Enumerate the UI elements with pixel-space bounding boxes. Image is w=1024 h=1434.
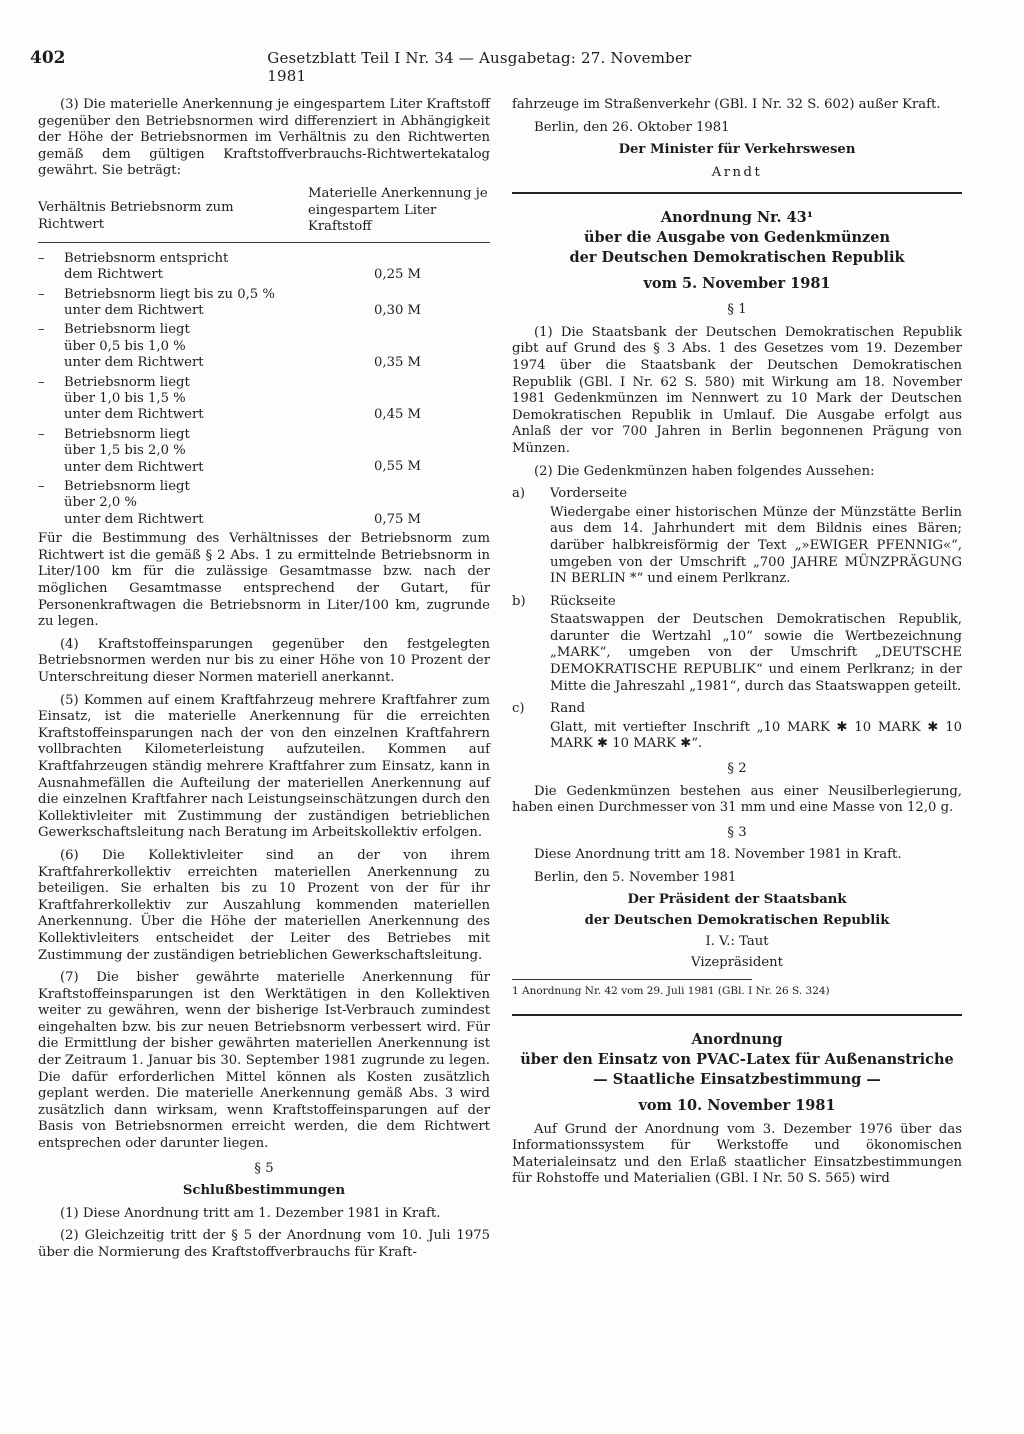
- signer-2-role: Vizepräsident: [691, 954, 783, 970]
- table-row-label-line: unter dem Richtwert: [64, 407, 204, 423]
- signer-2-title-2: der Deutschen Demokratischen Republik: [584, 912, 890, 928]
- table-row-label: [64, 479, 364, 528]
- paragraph-4: (4) Kraftstoffeinsparungen gegenüber den festgelegten Betriebsnormen werden nur bis zu einer Höhe von 10 Prozent der Unterschreitung dieser Normen materiell anerkannt.: [38, 636, 490, 685]
- signer-2-title-1: Der Präsident der Staatsbank: [627, 891, 847, 907]
- list-item-b: [512, 594, 962, 611]
- table-rule: [38, 242, 490, 243]
- list-label-b: b): [512, 593, 526, 609]
- list-title-c: Rand: [550, 701, 586, 717]
- section-divider-2: [512, 1014, 962, 1016]
- table-row-value: 0,25 M: [374, 266, 422, 282]
- table-row-label-line: über 1,5 bis 2,0 %: [64, 443, 186, 459]
- left-column: [38, 97, 490, 1268]
- list-dash: –: [38, 322, 45, 338]
- table-header: [38, 186, 490, 236]
- table-row-label: [64, 251, 364, 284]
- list-title-b: Rückseite: [550, 593, 616, 609]
- table-row-label-line: unter dem Richtwert: [64, 459, 204, 475]
- table-row: [38, 479, 490, 528]
- table-row-label: [64, 427, 364, 476]
- table-row-label-line: Betriebsnorm entspricht: [64, 250, 229, 266]
- section-2-text: Die Gedenkmünzen bestehen aus einer Neusilberlegierung, haben einen Durchmesser von 31 mm und eine Masse von 12,0 g.: [512, 783, 962, 816]
- list-dash: –: [38, 426, 45, 442]
- ordinance-43-title-line-1: Anordnung Nr. 43¹: [660, 209, 814, 227]
- table-row-label: [64, 322, 364, 371]
- table-row-label-line: über 2,0 %: [64, 495, 137, 511]
- section-5-title: Schlußbestimmungen: [182, 1183, 346, 1199]
- section-1-paragraph-1: (1) Die Staatsbank der Deutschen Demokratischen Republik gibt auf Grund des § 3 Abs. 1 des Gesetzes vom 19. Dezember 1974 über die Staatsbank der Deutschen Demokratischen Republik (GBl. I Nr. 62 S. 580) mit Wirkung am 18. November 1981 Gedenkmünzen im Nennwert zu 10 Mark der Deutschen Demokratischen Republik in Umlauf. Die Ausgabe erfolgt aus Anlaß der vor 700 Jahren in Berlin begonnenen Prägung von Münzen.: [512, 324, 962, 456]
- ordinance-pvac-title-line-3: — Staatliche Einsatzbestimmung —: [593, 1070, 881, 1088]
- list-title-a: Vorderseite: [550, 486, 627, 502]
- table-row: [38, 427, 490, 476]
- footnote: 1 Anordnung Nr. 42 vom 29. Juli 1981 (GBl. I Nr. 26 S. 324): [512, 984, 830, 997]
- list-body-a: Wiedergabe einer historischen Münze der Münzstätte Berlin aus dem 14. Jahrhundert mit dem Bildnis eines Bären; darüber halbkreisförmig der Text „»EWIGER PFENNIG«“, umgeben von der Umschrift „700 JAHRE MÜNZPRÄGUNG IN BERLIN *“ und einem Perlkranz.: [550, 504, 962, 587]
- table-row-label-line: Betriebsnorm liegt: [64, 479, 190, 495]
- page-header: [30, 48, 730, 85]
- table-row-label-line: über 1,0 bis 1,5 %: [64, 391, 186, 406]
- table-row-value: 0,30 M: [374, 302, 422, 318]
- table-row-value: 0,75 M: [374, 511, 422, 527]
- final-provision-1: (1) Diese Anordnung tritt am 1. Dezember 1981 in Kraft.: [60, 1205, 441, 1221]
- final-provision-2: (2) Gleichzeitig tritt der § 5 der Anordnung vom 10. Juli 1975 über die Normierung des Kraftstoffverbrauchs für Kraft-: [38, 1228, 490, 1260]
- paragraph-3-after: Für die Bestimmung des Verhältnisses der Betriebsnorm zum Richtwert ist die gemäß § 2 Abs. 1 zu ermittelnde Betriebsnorm in Liter/100 km für die zulässige Gesamtmasse bzw. nach der möglichen Gesamtmasse entsprechend der Gutart, für Personenkraftwagen die Betriebsnorm in Liter/100 km, zugrunde zu legen.: [38, 531, 490, 630]
- section-divider-1: [512, 192, 962, 194]
- table-row: [38, 287, 490, 320]
- ordinance-pvac-title-line-2: über den Einsatz von PVAC-Latex für Außenanstriche: [520, 1050, 954, 1068]
- ordinance-43-title: [512, 208, 962, 294]
- table-row-label-line: unter dem Richtwert: [64, 302, 204, 318]
- section-1-paragraph-2: (2) Die Gedenkmünzen haben folgendes Aussehen:: [534, 463, 875, 479]
- paragraph-7: (7) Die bisher gewährte materielle Anerkennung für Kraftstoffeinsparungen ist den Werktätigen in den Kollektiven weiter zu gewähren, wenn der bisherige Ist-Verbrauch zumindest eingehalten bzw. bis zur neuen Betriebsnorm verbessert wird. Für die Ermittlung der bisher gewährten materiellen Anerkennung ist der Zeitraum 1. Januar bis 30. September 1981 zugrunde zu legen. Die dafür erforderlichen Mittel können als Kosten zusätzlich geplant werden. Die materielle Anerkennung gemäß Abs. 3 wird zusätzlich dann wirksam, wenn Kraftstoffeinsparungen auf der Basis von Betriebsnormen erreicht werden, die dem Richtwert entsprechen oder darunter liegen.: [38, 970, 490, 1152]
- section-1-number: § 1: [727, 302, 747, 318]
- list-dash: –: [38, 250, 45, 266]
- section-3-number: § 3: [727, 824, 747, 840]
- section-5-number: § 5: [254, 1160, 274, 1176]
- paragraph-3-intro: (3) Die materielle Anerkennung je eingespartem Liter Kraftstoff gegenüber den Betriebsnormen wird differenziert in Abhängigkeit der Höhe der Betriebsnormen im Verhältnis zu den Richtwerten gemäß dem gültigen Kraftstoffverbrauchs-Richtwertekatalog gewährt. Sie beträgt:: [38, 97, 490, 179]
- list-label-c: c): [512, 701, 525, 717]
- list-item-c: [512, 701, 962, 718]
- table-row-value: 0,35 M: [374, 355, 422, 370]
- list-body-b: Staatswappen der Deutschen Demokratischen Republik, darunter die Wertzahl „10“ sowie die Wertbezeichnung „MARK“, umgeben von der Umschrift „DEUTSCHE DEMOKRATISCHE REPUBLIK“ und einem Perlkranz; in der Mitte die Jahreszahl „1981“, durch das Staatswappen geteilt.: [550, 612, 962, 694]
- list-label-a: a): [512, 486, 526, 502]
- table-row-label-line: Betriebsnorm liegt: [64, 374, 190, 390]
- section-2-number: § 2: [727, 761, 747, 777]
- table-row-label: [64, 375, 364, 424]
- paragraph-5: (5) Kommen auf einem Kraftfahrzeug mehrere Kraftfahrer zum Einsatz, ist die materielle Anerkennung für die erreichten Kraftstoffeinsparungen nach der von den einzelnen Kraftfahrern vollbrachten Kilometerleistung aufzuteilen. Kommen auf Kraftfahrzeugen ständig mehrere Kraftfahrer zum Einsatz, kann in Ausnahmefällen die Aufteilung der materiellen Anerkennung auf die einzelnen Kraftfahrer nach Leistungseinschätzungen durch den Kollektivleiter mit Zustimmung der zuständigen betrieblichen Gewerkschaftsleitung nach Beratung im Arbeitskollektiv erfolgen.: [38, 692, 490, 841]
- table-body: [38, 251, 490, 529]
- table-header-right: Materielle Anerkennung je eingespartem Liter Kraftstoff: [308, 185, 488, 235]
- ordinance-pvac-title-line-1: Anordnung: [691, 1030, 783, 1048]
- table-row-label-line: dem Richtwert: [64, 267, 163, 283]
- table-row-label-line: Betriebsnorm liegt bis zu 0,5 %: [64, 286, 275, 302]
- paragraph-6: (6) Die Kollektivleiter sind an der von ihrem Kraftfahrerkollektiv erreichten materiellen Anerkennung zu beteiligen. Sie erhalten bis zu 10 Prozent von der für ihr Kraftfahrerkollektiv zur Auszahlung kommenden materiellen Anerkennung. Über die Höhe der materiellen Anerkennung des Kollektivleiters entscheidet der Leiter des Betriebes mit Zustimmung der zuständigen betrieblichen Gewerkschaftsleitung.: [38, 847, 490, 963]
- list-item-a: [512, 486, 962, 503]
- ordinance-43-date: vom 5. November 1981: [643, 275, 831, 293]
- ordinance-pvac-date: vom 10. November 1981: [638, 1096, 836, 1114]
- list-dash: –: [38, 479, 45, 495]
- date-line-1: Berlin, den 26. Oktober 1981: [534, 119, 730, 135]
- gazette-title: Gesetzblatt Teil I Nr. 34 — Ausgabetag: 27. November 1981: [267, 49, 692, 85]
- signer-1-name: Arndt: [711, 165, 763, 181]
- table-row: [38, 322, 490, 371]
- right-column: [512, 97, 962, 1194]
- table-row-label-line: unter dem Richtwert: [64, 511, 204, 527]
- section-3-text: Diese Anordnung tritt am 18. November 1981 in Kraft.: [534, 847, 902, 863]
- table-row-label-line: unter dem Richtwert: [64, 355, 204, 371]
- table-row-value: 0,55 M: [374, 459, 422, 475]
- table-row-label-line: über 0,5 bis 1,0 %: [64, 338, 186, 354]
- table-row-label: [64, 287, 364, 320]
- list-dash: –: [38, 286, 45, 302]
- table-row-label-line: Betriebsnorm liegt: [64, 426, 190, 442]
- list-dash: –: [38, 374, 45, 390]
- list-body-c: Glatt, mit vertiefter Inschrift „10 MARK ✱ 10 MARK ✱ 10 MARK ✱ 10 MARK ✱“.: [550, 719, 962, 752]
- continuation-text: fahrzeuge im Straßenverkehr (GBl. I Nr. 32 S. 602) außer Kraft.: [512, 97, 941, 112]
- footnote-rule: [512, 979, 752, 980]
- ordinance-43-title-line-2: über die Ausgabe von Gedenkmünzen: [583, 229, 891, 247]
- table-row-label-line: Betriebsnorm liegt: [64, 322, 190, 338]
- table-row: [38, 251, 490, 284]
- signer-2-name: I. V.: Taut: [705, 933, 769, 949]
- page-number: 402: [30, 48, 66, 68]
- table-header-left: Verhältnis Betriebsnorm zum Richtwert: [38, 199, 234, 232]
- ordinance-pvac-text: Auf Grund der Anordnung vom 3. Dezember 1976 über das Informationssystem für Werkstoffe und ökonomischen Materialeinsatz und den Erlaß staatlicher Einsatzbestimmungen für Rohstoffe und Materialien (GBl. I Nr. 50 S. 565) wird: [512, 1121, 962, 1187]
- date-line-2: Berlin, den 5. November 1981: [534, 870, 737, 885]
- table-row: [38, 375, 490, 424]
- ordinance-43-title-line-3: der Deutschen Demokratischen Republik: [569, 249, 905, 267]
- ordinance-pvac-title: [512, 1030, 962, 1116]
- table-row-value: 0,45 M: [374, 407, 422, 423]
- signer-1-title: Der Minister für Verkehrswesen: [618, 142, 856, 158]
